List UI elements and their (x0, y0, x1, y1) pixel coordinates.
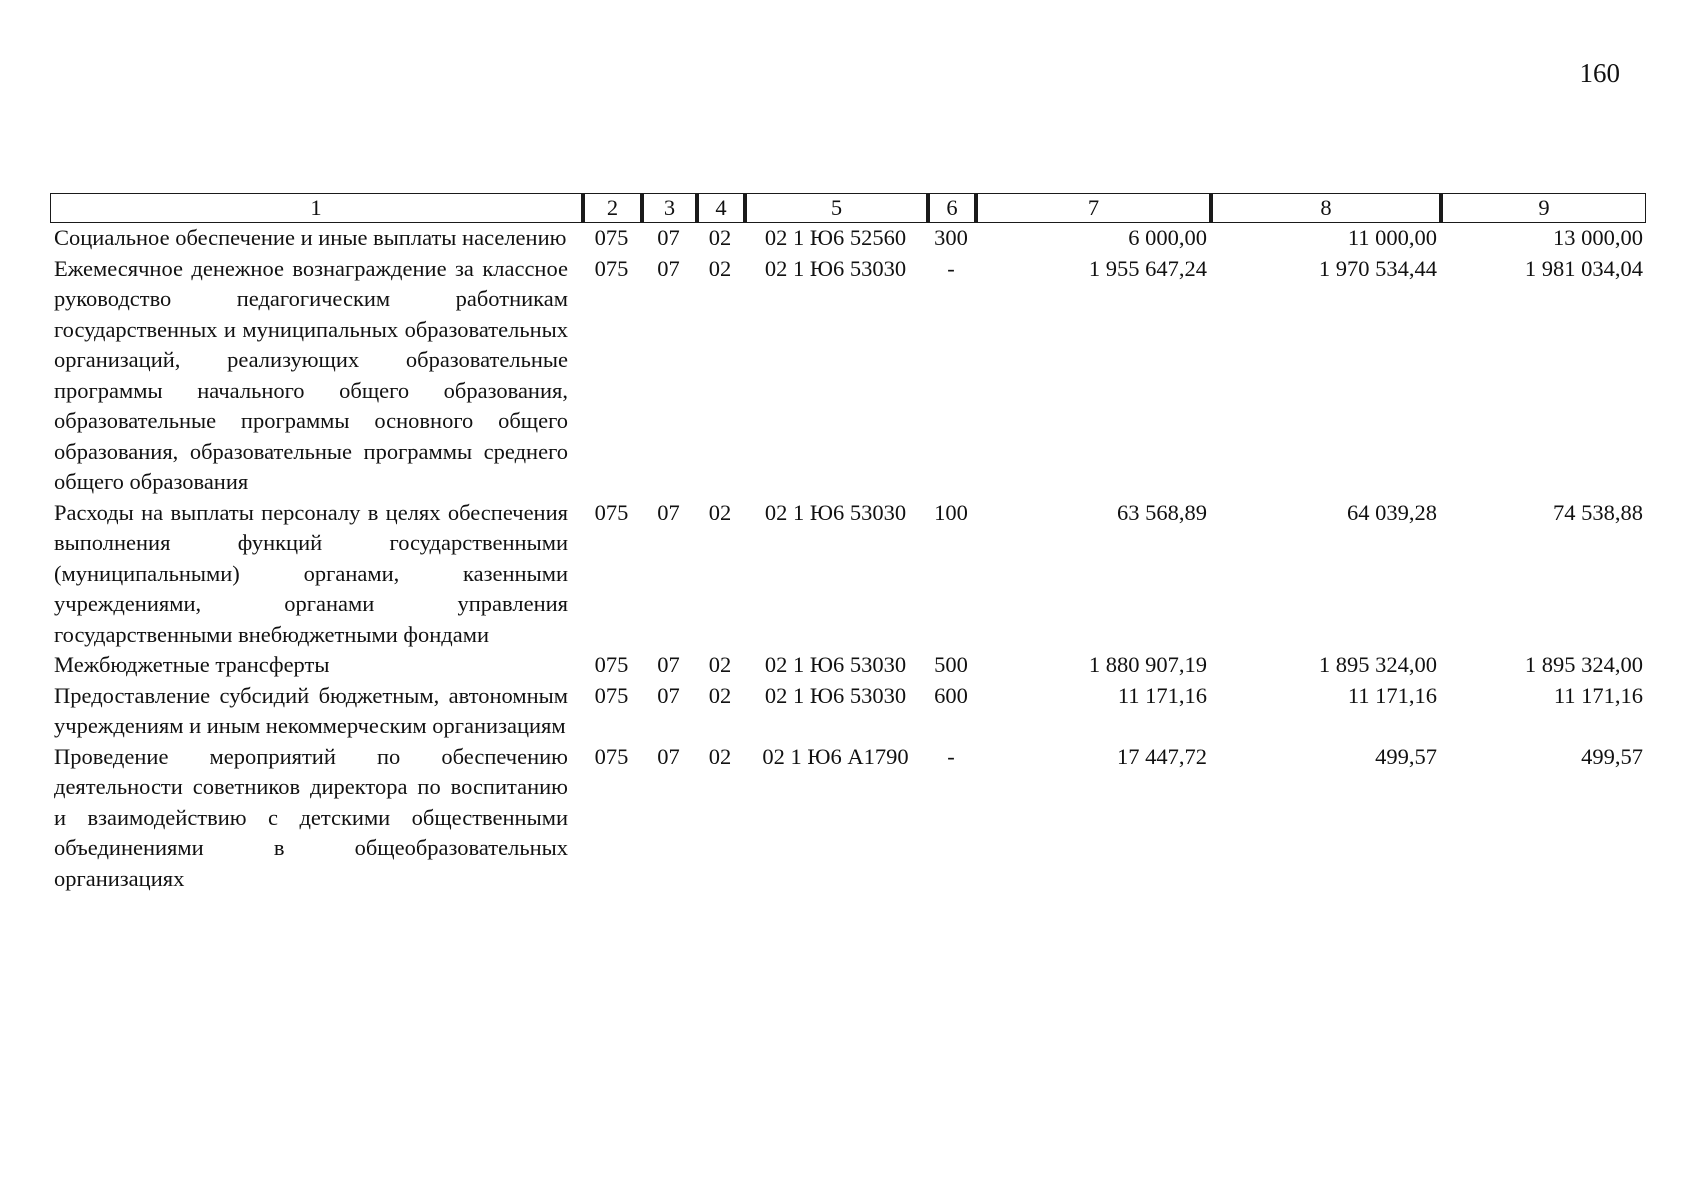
row-code-2: 075 (594, 255, 629, 281)
row-code-6: 300 (934, 225, 968, 250)
row-code-4: 02 (708, 682, 732, 708)
table-row (50, 498, 1646, 651)
page-number: 160 (1579, 58, 1620, 88)
row-code-2: 075 (594, 682, 629, 708)
row-code-6: 600 (934, 682, 968, 708)
row-code-4: 02 (708, 255, 732, 281)
table-row (50, 681, 1646, 742)
row-code-3: 07 (657, 499, 680, 525)
row-code-6: 500 (934, 652, 968, 677)
header-col-4: 4 (696, 193, 744, 223)
row-code-5: 02 1 Ю6 53030 (764, 652, 907, 677)
row-code-2: 075 (594, 652, 629, 677)
row-code-6: - (947, 743, 955, 769)
header-col-3: 3 (641, 193, 696, 223)
row-name: Расходы на выплаты персоналу в целях обеспечения выполнения функций государственными (муниципальными) органами, казенными учреждениями, органами управления государственными внебюджетными фондами (54, 499, 568, 647)
row-amount-8: 11 000,00 (1347, 225, 1437, 250)
table-row (50, 254, 1646, 498)
row-code-2: 075 (594, 743, 629, 769)
row-code-5: 02 1 Ю6 53030 (764, 499, 907, 525)
row-code-2: 075 (594, 499, 629, 525)
header-col-8: 8 (1210, 193, 1440, 223)
row-amount-7: 1 880 907,19 (1088, 652, 1207, 677)
row-code-6: 100 (934, 499, 968, 525)
row-code-3: 07 (657, 652, 680, 677)
row-code-3: 07 (657, 225, 680, 250)
row-amount-7: 63 568,89 (1117, 499, 1207, 525)
row-amount-8: 64 039,28 (1347, 499, 1437, 525)
row-code-4: 02 (708, 499, 732, 525)
header-col-1: 1 (50, 193, 582, 223)
row-code-5: 02 1 Ю6 53030 (764, 255, 907, 281)
row-amount-7: 1 955 647,24 (1088, 255, 1207, 281)
row-amount-8: 11 171,16 (1347, 682, 1437, 708)
header-row (50, 193, 1646, 223)
row-amount-9: 499,57 (1581, 743, 1643, 769)
row-code-4: 02 (708, 652, 732, 677)
row-code-5: 02 1 Ю6 А1790 (762, 743, 909, 769)
row-name: Проведение мероприятий по обеспечению деятельности советников директора по воспитанию и взаимодействию с детскими общественными объединениями в общеобразовательных организациях (54, 743, 568, 891)
row-amount-7: 11 171,16 (1117, 682, 1207, 708)
row-amount-9: 74 538,88 (1553, 499, 1643, 525)
row-code-6: - (947, 255, 955, 281)
header-col-7: 7 (975, 193, 1210, 223)
header-col-6: 6 (927, 193, 975, 223)
row-amount-7: 6 000,00 (1128, 225, 1207, 250)
row-name: Социальное обеспечение и иные выплаты населению (54, 225, 567, 250)
header-col-5: 5 (744, 193, 927, 223)
row-code-3: 07 (657, 682, 680, 708)
row-name: Ежемесячное денежное вознаграждение за классное руководство педагогическим работникам государственных и муниципальных образовательных организаций, реализующих образовательные программы начального общего образования, образовательные программы основного общего образования, образовательные программы среднего общего образования (54, 255, 568, 494)
budget-table (50, 193, 1646, 894)
row-code-5: 02 1 Ю6 53030 (764, 682, 907, 708)
table-row (50, 223, 1646, 254)
row-amount-9: 13 000,00 (1553, 225, 1643, 250)
row-name: Межбюджетные трансферты (54, 652, 330, 677)
row-code-5: 02 1 Ю6 52560 (764, 225, 907, 250)
row-code-4: 02 (708, 743, 732, 769)
row-amount-8: 1 895 324,00 (1318, 652, 1437, 677)
row-amount-9: 1 895 324,00 (1524, 652, 1643, 677)
row-amount-7: 17 447,72 (1117, 743, 1207, 769)
header-col-2: 2 (582, 193, 641, 223)
header-col-9: 9 (1440, 193, 1646, 223)
table-row (50, 742, 1646, 895)
row-code-4: 02 (708, 225, 732, 250)
row-code-3: 07 (657, 255, 680, 281)
row-amount-9: 11 171,16 (1553, 682, 1643, 708)
row-amount-8: 499,57 (1375, 743, 1437, 769)
table-row (50, 650, 1646, 681)
row-amount-8: 1 970 534,44 (1318, 255, 1437, 281)
row-code-2: 075 (594, 225, 629, 250)
row-amount-9: 1 981 034,04 (1524, 255, 1643, 281)
row-name: Предоставление субсидий бюджетным, автономным учреждениям и иным некоммерческим организациям (54, 682, 568, 738)
row-code-3: 07 (657, 743, 680, 769)
